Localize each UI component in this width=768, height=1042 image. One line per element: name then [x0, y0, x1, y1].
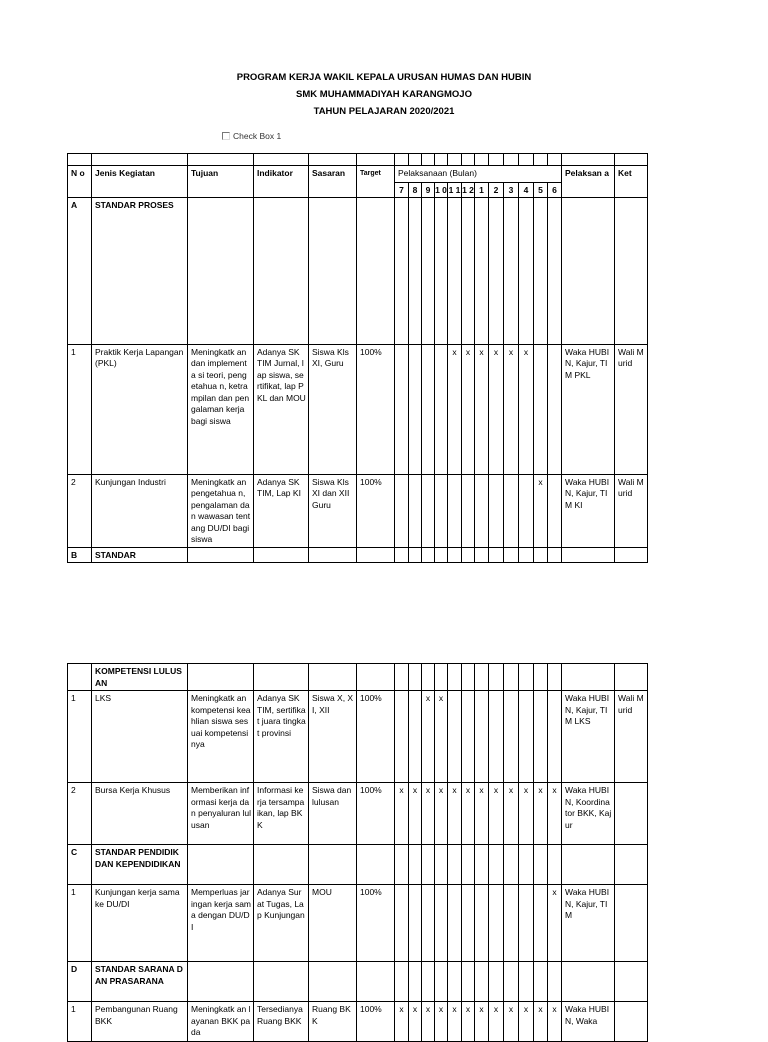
executor: Waka HUBIN, Kajur, TIM KI — [562, 474, 615, 547]
month-mark — [504, 691, 519, 783]
month-mark: x — [435, 1002, 448, 1042]
activity-row — [68, 783, 648, 845]
month-mark — [475, 885, 489, 962]
blank-cell — [489, 154, 504, 166]
month-header: 2 — [489, 183, 504, 198]
section-row — [68, 962, 648, 1002]
blank-cell — [188, 154, 254, 166]
blank-cell — [395, 664, 409, 691]
header-target: Target — [357, 166, 395, 198]
blank-cell — [475, 664, 489, 691]
blank-cell — [504, 154, 519, 166]
blank-cell — [489, 197, 504, 344]
blank-cell — [422, 962, 435, 1002]
month-mark: x — [504, 1002, 519, 1042]
check-box-label: Check Box 1 — [233, 131, 282, 141]
section-letter: C — [68, 845, 92, 885]
section-letter: B — [68, 547, 92, 563]
blank-cell — [357, 845, 395, 885]
month-mark: x — [475, 1002, 489, 1042]
blank-cell — [395, 197, 409, 344]
month-mark — [462, 474, 475, 547]
blank-cell — [309, 547, 357, 563]
blank-cell — [489, 547, 504, 563]
target-group: Siswa Kls XI dan XII Guru — [309, 474, 357, 547]
blank-cell — [395, 154, 409, 166]
work-program-table-page-1 — [67, 153, 648, 563]
blank-cell — [462, 197, 475, 344]
target-value: 100% — [357, 691, 395, 783]
blank-cell — [448, 547, 462, 563]
blank-cell — [188, 664, 254, 691]
month-mark: x — [475, 344, 489, 474]
month-header: 7 — [395, 183, 409, 198]
activity-name: Pembangunan Ruang BKK — [92, 1002, 188, 1042]
blank-cell — [254, 547, 309, 563]
section-title: STANDAR PROSES — [92, 197, 188, 344]
blank-cell — [188, 197, 254, 344]
month-mark: x — [475, 783, 489, 845]
target-value: 100% — [357, 474, 395, 547]
blank-cell — [562, 154, 615, 166]
indicator: Adanya Surat Tugas, Lap Kunjungan — [254, 885, 309, 962]
blank-cell — [254, 664, 309, 691]
school-name: SMK MUHAMMADIYAH KARANGMOJO — [296, 89, 472, 100]
blank-cell — [562, 962, 615, 1002]
blank-cell — [504, 845, 519, 885]
target-group: Siswa X, XI, XII — [309, 691, 357, 783]
activity-row — [68, 474, 648, 547]
blank-cell — [357, 664, 395, 691]
month-mark — [409, 344, 422, 474]
executor: Waka HUBIN, Waka — [562, 1002, 615, 1042]
target-value: 100% — [357, 1002, 395, 1042]
header-row — [68, 166, 648, 183]
blank-cell — [435, 962, 448, 1002]
academic-year: TAHUN PELAJARAN 2020/2021 — [313, 106, 455, 117]
month-mark — [435, 344, 448, 474]
month-mark — [462, 885, 475, 962]
month-mark — [519, 885, 534, 962]
header-no: N o — [68, 166, 92, 198]
month-mark: x — [519, 1002, 534, 1042]
objective: Meningkatk an layanan BKK pada — [188, 1002, 254, 1042]
section-letter: D — [68, 962, 92, 1002]
target-value: 100% — [357, 885, 395, 962]
month-mark: x — [448, 783, 462, 845]
activity-name: Kunjungan Industri — [92, 474, 188, 547]
month-mark: x — [519, 344, 534, 474]
month-mark — [395, 885, 409, 962]
header-pelaksanaan: Pelaksanaan (Bulan) — [395, 166, 562, 183]
month-mark — [548, 344, 562, 474]
objective: Memperluas jaringan kerja sama dengan DU/DI — [188, 885, 254, 962]
indicator: Adanya SK TIM, Lap KI — [254, 474, 309, 547]
blank-cell — [504, 664, 519, 691]
blank-cell — [534, 845, 548, 885]
blank-cell — [534, 664, 548, 691]
blank-cell — [309, 962, 357, 1002]
indicator: Tersedianya Ruang BKK — [254, 1002, 309, 1042]
section-title: STANDAR — [92, 547, 188, 563]
remarks: Wali Murid — [615, 474, 648, 547]
blank-cell — [548, 664, 562, 691]
indicator: Adanya SK TIM Jurnal, lap siswa, sertifikat, lap PKL dan MOU — [254, 344, 309, 474]
blank-cell — [519, 197, 534, 344]
check-box-1[interactable] — [222, 131, 281, 141]
month-header: 3 — [504, 183, 519, 198]
header-ket: Ket — [615, 166, 648, 198]
blank-cell — [615, 845, 648, 885]
month-mark: x — [489, 1002, 504, 1042]
blank-cell — [534, 962, 548, 1002]
blank-cell — [519, 154, 534, 166]
month-mark: x — [462, 344, 475, 474]
month-header: 1 2 — [462, 183, 475, 198]
activity-row — [68, 1002, 648, 1042]
blank-cell — [409, 197, 422, 344]
objective: Meningkatk an pengetahua n, pengalaman dan wawasan tentang DU/DI bagi siswa — [188, 474, 254, 547]
blank-cell — [357, 962, 395, 1002]
blank-cell — [395, 962, 409, 1002]
month-header: 1 0 — [435, 183, 448, 198]
activity-name: Kunjungan kerja sama ke DU/DI — [92, 885, 188, 962]
blank-cell — [422, 547, 435, 563]
month-mark — [409, 691, 422, 783]
blank-cell — [504, 547, 519, 563]
target-group: MOU — [309, 885, 357, 962]
blank-cell — [562, 664, 615, 691]
target-value: 100% — [357, 344, 395, 474]
blank-cell — [489, 962, 504, 1002]
blank-cell — [188, 547, 254, 563]
month-header: 1 1 — [448, 183, 462, 198]
section-title: STANDAR SARANA DAN PRASARANA — [92, 962, 188, 1002]
month-mark — [548, 474, 562, 547]
blank-cell — [489, 845, 504, 885]
executor: Waka HUBIN, Kajur, TIM — [562, 885, 615, 962]
blank-cell — [188, 962, 254, 1002]
checkbox-icon[interactable] — [222, 132, 230, 140]
blank-cell — [254, 197, 309, 344]
target-group: Ruang BKK — [309, 1002, 357, 1042]
activity-row — [68, 344, 648, 474]
blank-cell — [615, 664, 648, 691]
blank-cell — [475, 845, 489, 885]
month-mark — [435, 474, 448, 547]
month-header: 9 — [422, 183, 435, 198]
section-row — [68, 547, 648, 563]
blank-cell — [422, 664, 435, 691]
blank-cell — [448, 962, 462, 1002]
blank-cell — [395, 547, 409, 563]
blank-cell — [435, 845, 448, 885]
month-mark — [395, 691, 409, 783]
blank-cell — [309, 154, 357, 166]
month-mark — [462, 691, 475, 783]
activity-name: Praktik Kerja Lapangan (PKL) — [92, 344, 188, 474]
blank-cell — [422, 197, 435, 344]
month-mark — [448, 885, 462, 962]
month-mark: x — [448, 344, 462, 474]
month-mark: x — [462, 783, 475, 845]
header-jenis-kegiatan: Jenis Kegiatan — [92, 166, 188, 198]
executor: Waka HUBIN, Kajur, TIM PKL — [562, 344, 615, 474]
blank-cell — [309, 845, 357, 885]
month-mark: x — [489, 344, 504, 474]
month-header: 6 — [548, 183, 562, 198]
indicator: Informasi kerja tersampaikan, lap BKK — [254, 783, 309, 845]
month-mark — [519, 691, 534, 783]
blank-cell — [448, 197, 462, 344]
target-group: Siswa dan lulusan — [309, 783, 357, 845]
month-mark: x — [435, 783, 448, 845]
blank-cell — [462, 664, 475, 691]
blank-cell — [435, 664, 448, 691]
blank-cell — [254, 962, 309, 1002]
month-mark — [534, 344, 548, 474]
row-number: 1 — [68, 885, 92, 962]
month-mark — [395, 344, 409, 474]
blank-cell — [548, 547, 562, 563]
month-mark — [534, 885, 548, 962]
month-mark: x — [422, 1002, 435, 1042]
blank-cell — [357, 197, 395, 344]
blank-cell — [475, 962, 489, 1002]
blank-cell — [309, 664, 357, 691]
month-mark — [475, 474, 489, 547]
remarks: Wali Murid — [615, 691, 648, 783]
blank-cell — [475, 154, 489, 166]
blank-cell — [309, 197, 357, 344]
blank-cell — [435, 547, 448, 563]
row-number: 2 — [68, 783, 92, 845]
header-indikator: Indikator — [254, 166, 309, 198]
header-pelaksana: Pelaksan a — [562, 166, 615, 198]
row-number: 1 — [68, 344, 92, 474]
document-title: PROGRAM KERJA WAKIL KEPALA URUSAN HUMAS DAN HUBIN — [236, 72, 532, 83]
blank-cell — [395, 845, 409, 885]
header-sasaran: Sasaran — [309, 166, 357, 198]
blank-cell — [534, 154, 548, 166]
blank-cell — [504, 197, 519, 344]
month-mark: x — [534, 783, 548, 845]
month-mark — [489, 885, 504, 962]
blank-cell — [254, 154, 309, 166]
month-mark — [489, 691, 504, 783]
month-header: 5 — [534, 183, 548, 198]
blank-cell — [435, 154, 448, 166]
blank-cell — [462, 845, 475, 885]
month-mark: x — [534, 474, 548, 547]
month-mark: x — [409, 783, 422, 845]
blank-cell — [409, 547, 422, 563]
month-mark — [534, 691, 548, 783]
executor: Waka HUBIN, Kajur, TIM LKS — [562, 691, 615, 783]
blank-cell — [422, 154, 435, 166]
blank-cell — [504, 962, 519, 1002]
month-mark: x — [519, 783, 534, 845]
blank-cell — [562, 845, 615, 885]
blank-cell — [435, 197, 448, 344]
blank-cell — [462, 547, 475, 563]
section-row — [68, 664, 648, 691]
month-header: 4 — [519, 183, 534, 198]
blank-cell — [188, 845, 254, 885]
target-value: 100% — [357, 783, 395, 845]
blank-cell — [489, 664, 504, 691]
month-mark — [504, 885, 519, 962]
blank-cell — [409, 154, 422, 166]
blank-cell — [562, 547, 615, 563]
month-mark — [548, 691, 562, 783]
row-number: 2 — [68, 474, 92, 547]
blank-cell — [615, 197, 648, 344]
blank-cell — [92, 154, 188, 166]
month-mark — [489, 474, 504, 547]
section-letter: A — [68, 197, 92, 344]
blank-cell — [548, 197, 562, 344]
month-mark — [519, 474, 534, 547]
month-mark — [395, 474, 409, 547]
row-number: 1 — [68, 1002, 92, 1042]
month-mark: x — [409, 1002, 422, 1042]
remarks — [615, 885, 648, 962]
executor: Waka HUBIN, Koordinator BKK, Kajur — [562, 783, 615, 845]
blank-cell — [357, 547, 395, 563]
month-mark — [448, 474, 462, 547]
remarks: Wali Murid — [615, 344, 648, 474]
month-mark: x — [422, 783, 435, 845]
target-group: Siswa Kls XI, Guru — [309, 344, 357, 474]
blank-cell — [534, 547, 548, 563]
month-mark — [422, 474, 435, 547]
blank-cell — [519, 962, 534, 1002]
work-program-table-page-2 — [67, 663, 648, 1042]
blank-cell — [448, 845, 462, 885]
objective: Meningkatk an dan implementa si teori, pengetahua n, ketrampilan dan pengalaman kerja bagi siswa — [188, 344, 254, 474]
month-mark: x — [504, 344, 519, 474]
blank-cell — [409, 962, 422, 1002]
month-mark: x — [489, 783, 504, 845]
blank-cell — [422, 845, 435, 885]
month-mark — [422, 344, 435, 474]
row-number: 1 — [68, 691, 92, 783]
month-mark — [475, 691, 489, 783]
section-title: KOMPETENSI LULUSAN — [92, 664, 188, 691]
blank-cell — [462, 154, 475, 166]
blank-cell — [462, 962, 475, 1002]
blank-cell — [448, 154, 462, 166]
month-mark: x — [462, 1002, 475, 1042]
month-mark: x — [435, 691, 448, 783]
remarks — [615, 783, 648, 845]
blank-cell — [548, 962, 562, 1002]
month-header: 1 — [475, 183, 489, 198]
blank-row — [68, 154, 648, 166]
month-header: 8 — [409, 183, 422, 198]
month-mark — [409, 474, 422, 547]
section-letter — [68, 664, 92, 691]
indicator: Adanya SK TIM, sertifikat juara tingkat provinsi — [254, 691, 309, 783]
activity-name: Bursa Kerja Khusus — [92, 783, 188, 845]
blank-cell — [548, 845, 562, 885]
header-tujuan: Tujuan — [188, 166, 254, 198]
blank-cell — [615, 547, 648, 563]
activity-row — [68, 885, 648, 962]
blank-cell — [534, 197, 548, 344]
blank-cell — [615, 154, 648, 166]
month-mark — [422, 885, 435, 962]
month-mark: x — [534, 1002, 548, 1042]
blank-cell — [562, 197, 615, 344]
month-mark — [504, 474, 519, 547]
remarks — [615, 1002, 648, 1042]
section-row — [68, 845, 648, 885]
objective: Meningkatk an kompetensi keahlian siswa sesuai kompetensi nya — [188, 691, 254, 783]
month-mark: x — [548, 783, 562, 845]
blank-cell — [615, 962, 648, 1002]
section-title: STANDAR PENDIDIK DAN KEPENDIDIKAN — [92, 845, 188, 885]
blank-cell — [475, 197, 489, 344]
blank-cell — [519, 845, 534, 885]
month-mark: x — [548, 885, 562, 962]
blank-cell — [519, 664, 534, 691]
month-mark: x — [448, 1002, 462, 1042]
month-mark: x — [395, 1002, 409, 1042]
activity-name: LKS — [92, 691, 188, 783]
month-mark: x — [422, 691, 435, 783]
section-row — [68, 197, 648, 344]
blank-cell — [68, 154, 92, 166]
blank-cell — [409, 845, 422, 885]
month-mark — [448, 691, 462, 783]
blank-cell — [519, 547, 534, 563]
month-mark: x — [548, 1002, 562, 1042]
blank-cell — [448, 664, 462, 691]
objective: Memberikan informasi kerja dan penyaluran lulusan — [188, 783, 254, 845]
blank-cell — [254, 845, 309, 885]
month-mark: x — [395, 783, 409, 845]
month-mark — [435, 885, 448, 962]
month-mark: x — [504, 783, 519, 845]
month-mark — [409, 885, 422, 962]
blank-cell — [357, 154, 395, 166]
blank-cell — [409, 664, 422, 691]
activity-row — [68, 691, 648, 783]
blank-cell — [548, 154, 562, 166]
blank-cell — [475, 547, 489, 563]
